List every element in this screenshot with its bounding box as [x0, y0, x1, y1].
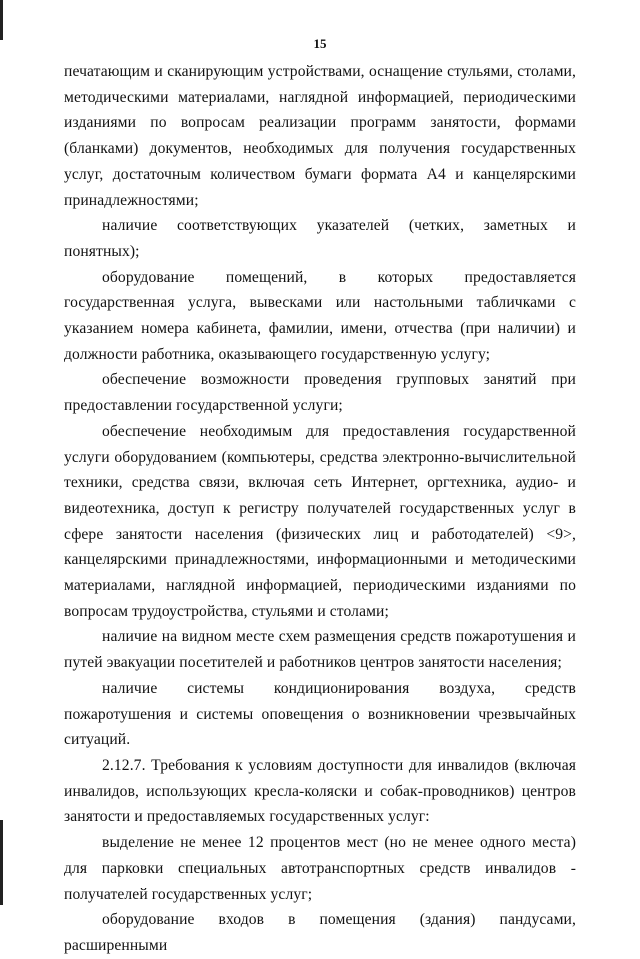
paragraph-ramps: оборудование входов в помещения (здания) пандусами, расширенными [64, 911, 576, 954]
paragraph-air-conditioning: наличие системы кондиционирования воздуха, средств пожаротушения и системы оповещения о возникновении чрезвычайных ситуаций. [64, 679, 576, 749]
paragraph-signage: наличие соответствующих указателей (четких, заметных и понятных); [64, 217, 576, 260]
scan-edge-mark-bottom [0, 820, 3, 905]
paragraph-evacuation-plans: наличие на видном месте схем размещения средств пожаротушения и путей эвакуации посетителей и работников центров занятости населения; [64, 628, 576, 672]
paragraph-equipment-list: печатающим и сканирующим устройствами, оснащение стульями, столами, методическими материалами, наглядной информацией, периодическими изданиями по вопросам реализации программ занятости, формами (бланками) документов, необходимых для получения государственных услуг, достаточным количеством бумаги формата А4 и канцелярскими принадлежностями; [64, 63, 576, 209]
paragraph-room-plates: оборудование помещений, в которых предоставляется государственная услуга, вывесками или настольными табличками с указанием номера кабинета, фамилии, имени, отчества (при наличии) и должности работника, оказывающего государственную услугу; [64, 268, 576, 363]
paragraph-parking: выделение не менее 12 процентов мест (но не менее одного места) для парковки специальных автотранспортных средств инвалидов - получателей государственных услуг; [64, 834, 576, 903]
paragraph-section-2-12-7: 2.12.7. Требования к условиям доступности для инвалидов (включая инвалидов, использующих кресла-коляски и собак-проводников) центров занятости и предоставляемых государственных услуг: [64, 756, 576, 826]
paragraph-group-sessions: обеспечение возможности проведения групповых занятий при предоставлении государственной услуги; [64, 371, 576, 415]
page-number: 15 [313, 36, 327, 51]
scan-edge-mark-top [0, 0, 3, 40]
paragraph-hardware: обеспечение необходимым для предоставления государственной услуги оборудованием (компьютеры, средства электронно-вычислительной техники, средства связи, включая сеть Интернет, оргтехника, аудио- и видеотехника, доступ к регистру получателей государственных услуг в сфере занятости населения (физических лиц и работодателей) <9>, канцелярскими принадлежностями, информационными и методическими материалами, наглядной информацией, периодическими изданиями по вопросам трудоустройства, стульями и столами; [64, 422, 576, 620]
document-body [64, 59, 576, 959]
